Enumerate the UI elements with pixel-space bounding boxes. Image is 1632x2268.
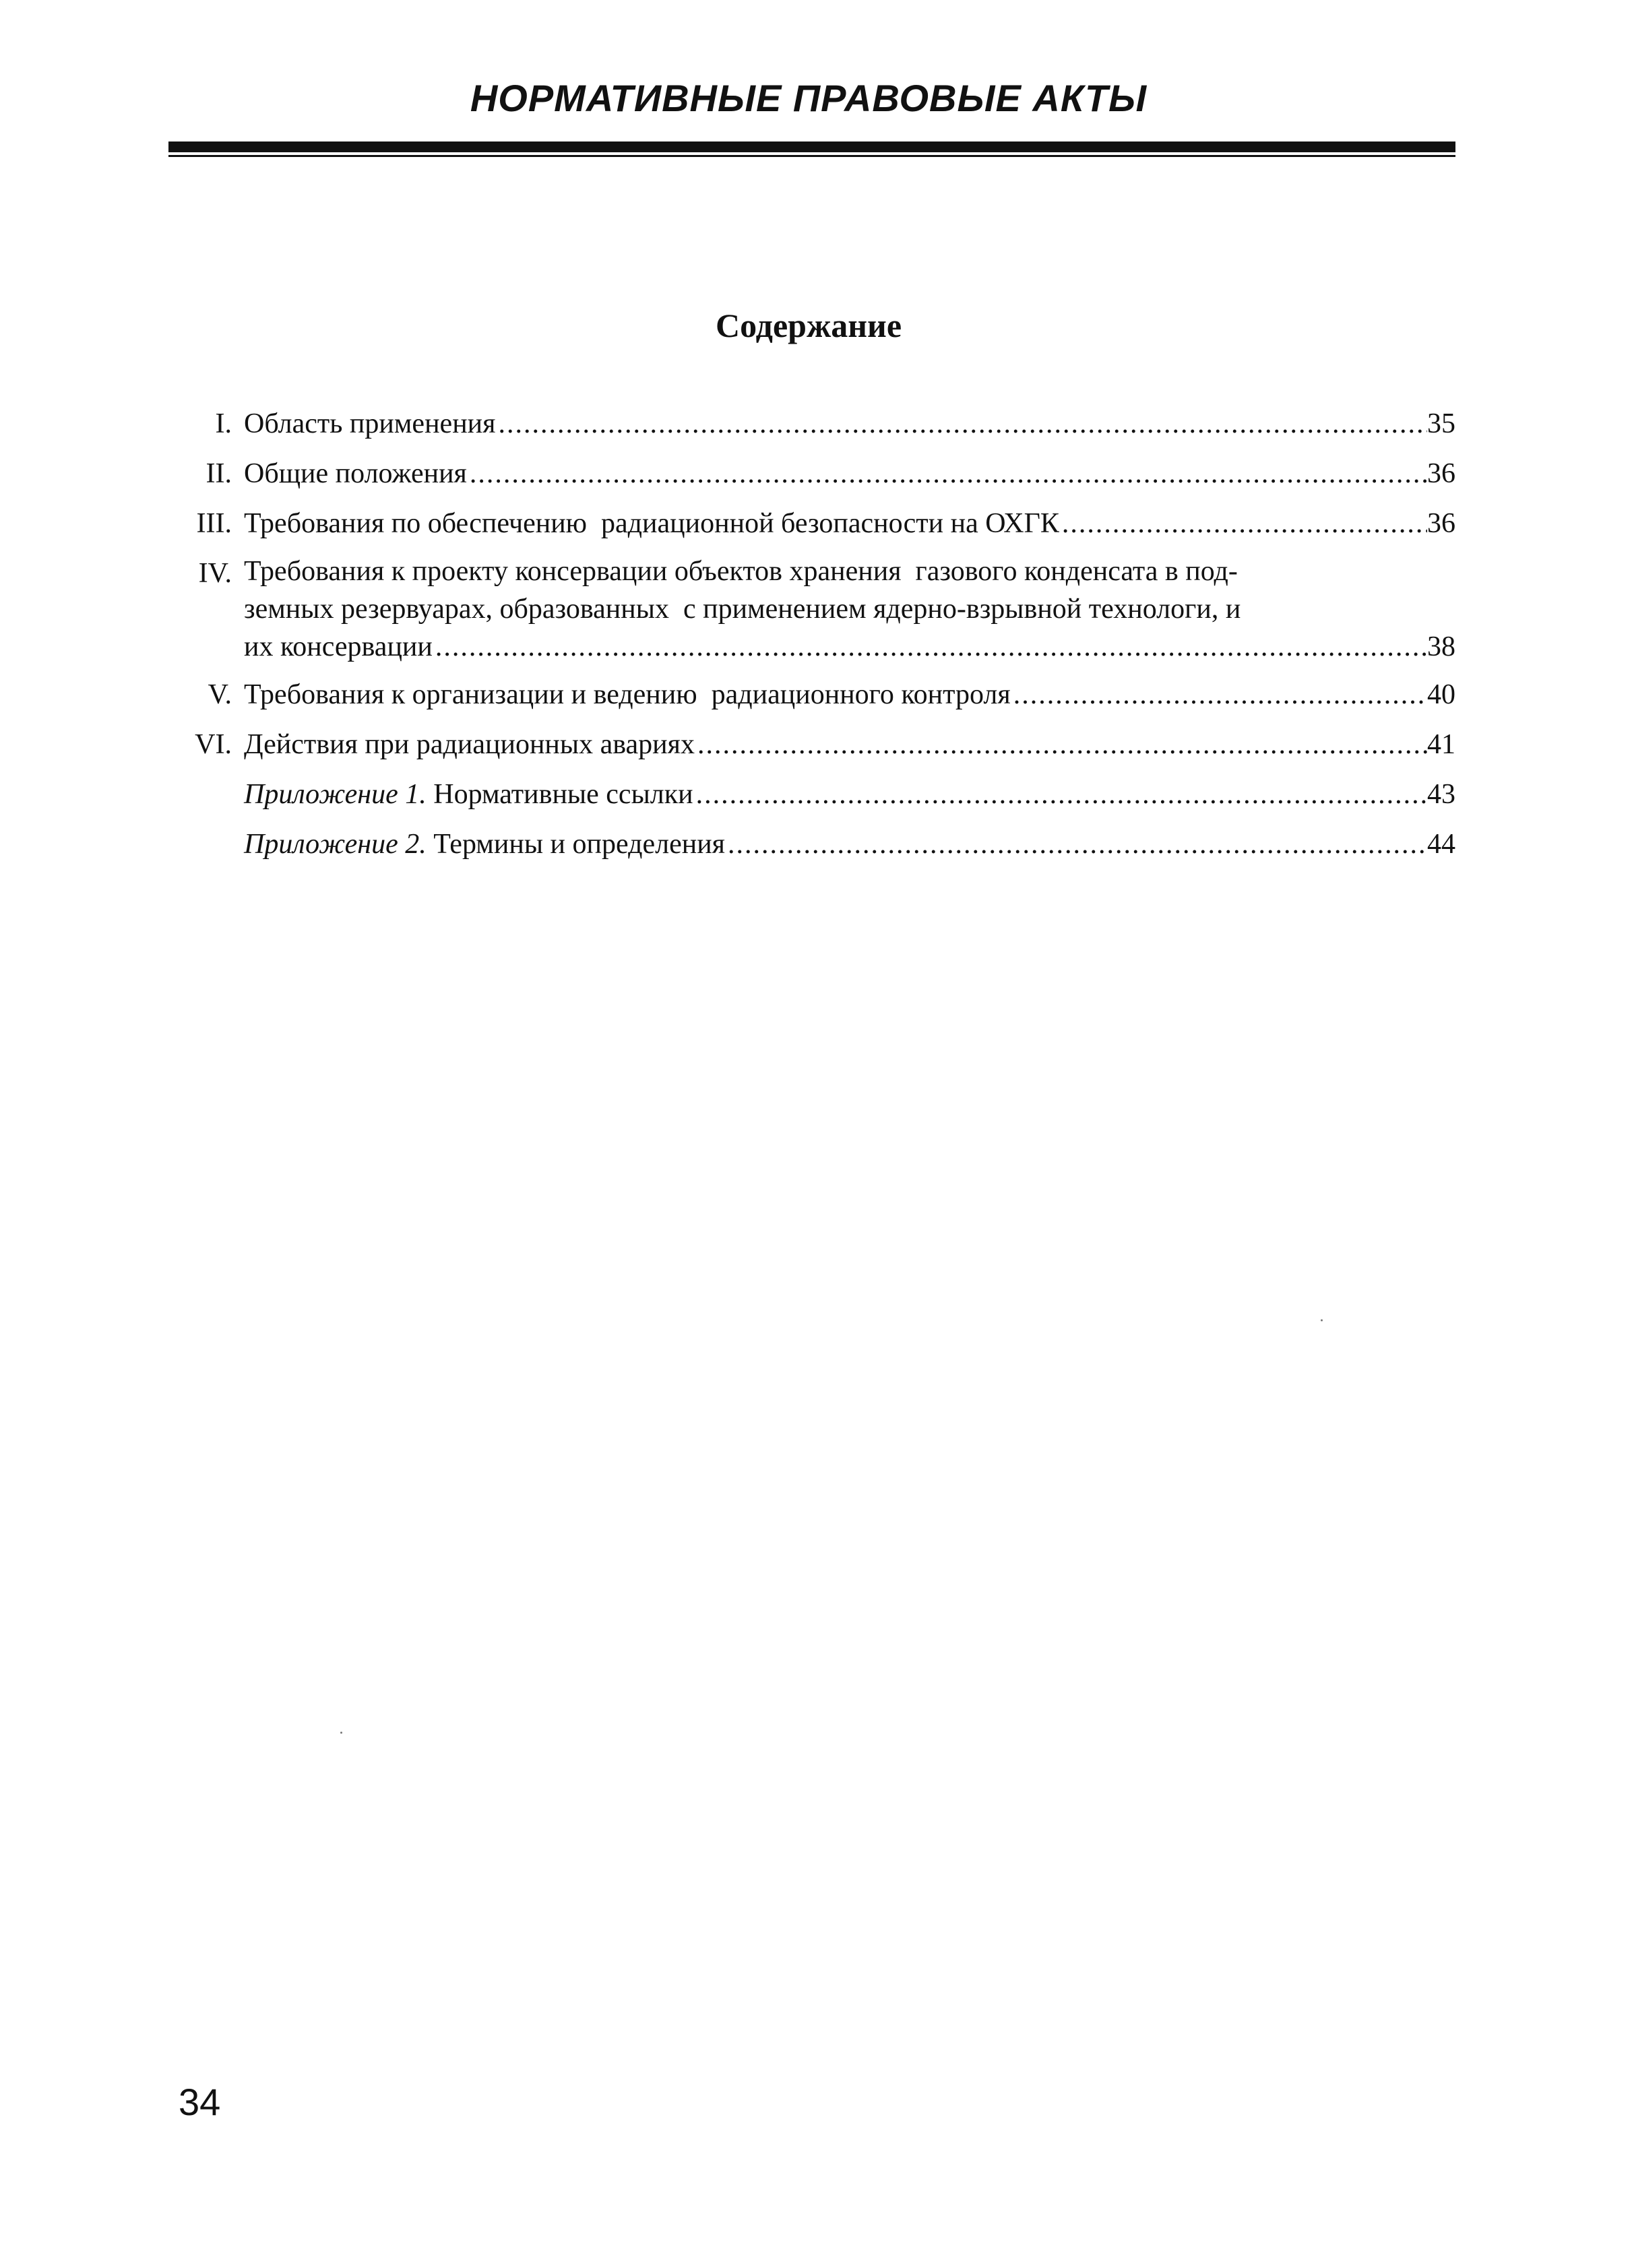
toc-entry-body [244,453,1455,495]
toc-leader-dots [725,823,1427,865]
toc-entry-title: Действия при радиационных авариях [244,729,695,760]
toc-entry-title: их консервации [244,631,433,662]
toc-entry-line [244,403,1455,445]
header-rule-thin [168,155,1455,157]
toc-entry-body [244,503,1455,544]
toc-appendix-entry [175,774,1455,815]
scan-speck [340,1732,342,1734]
toc-appendix-text [244,823,725,865]
toc-entry-body [244,403,1455,445]
toc-entry-page: 36 [1427,508,1455,539]
toc-entry-line [244,724,1455,765]
toc-leader-dots [693,774,1427,815]
toc-leader-dots [467,453,1427,495]
toc-leader-dots [433,628,1427,666]
table-of-contents [175,403,1455,873]
toc-entry-body [244,823,1455,865]
toc-entry-title: Общие положения [244,458,467,489]
toc-appendix-entry [175,823,1455,865]
toc-entry-number: IV. [198,558,232,589]
toc-entry-page: 36 [1427,458,1455,489]
toc-entry-page: 44 [1427,829,1455,860]
toc-entry [175,674,1455,716]
toc-entry-title: Область применения [244,408,496,439]
scan-speck [1321,1319,1323,1321]
page-number: 34 [179,2081,221,2123]
toc-leader-dots [1059,503,1427,544]
toc-entry-line [244,674,1455,716]
toc-entry-page: 40 [1427,679,1455,710]
toc-entry-title: Нормативные ссылки [433,779,693,810]
toc-entry [175,453,1455,495]
toc-entry-number: VI. [195,729,232,760]
toc-entry-title-line: Требования к проекту консервации объектов хранения газового конденсата в под- [244,556,1238,587]
toc-entry-title: Требования к организации и ведению радиационного контроля [244,679,1011,710]
toc-entry-line [244,453,1455,495]
toc-appendix-label: Приложение 1. [244,779,427,810]
toc-entry-number: III. [196,508,232,539]
toc-appendix-text [244,774,693,815]
toc-entry-body [244,724,1455,765]
toc-entry-page: 38 [1427,631,1455,662]
toc-leader-dots [1011,674,1427,716]
toc-appendix-label: Приложение 2. [244,829,427,860]
toc-entry-page: 41 [1427,729,1455,760]
header-rule-thick [168,141,1455,152]
toc-entry-body [244,774,1455,815]
toc-entry [175,553,1455,666]
running-header-title: НОРМАТИВНЫЕ ПРАВОВЫЕ АКТЫ [470,77,1148,119]
toc-entry-title: Требования по обеспечению радиационной безопасности на ОХГК [244,508,1059,539]
toc-entry-line [244,628,1455,666]
toc-entry-number: V. [208,679,232,710]
toc-entry-body [244,553,1455,666]
toc-entry-number: II. [206,458,232,489]
toc-leader-dots [495,403,1427,445]
toc-entry-line [244,774,1455,815]
toc-entry-line [244,503,1455,544]
toc-entry [175,724,1455,765]
toc-entry [175,403,1455,445]
toc-entry-body [244,674,1455,716]
toc-leader-dots [695,724,1427,765]
toc-entry-title: Термины и определения [433,829,725,860]
toc-entry [175,503,1455,544]
toc-entry-line [244,823,1455,865]
toc-entry-title-line: земных резервуарах, образованных с применением ядерно-взрывной технологи, и [244,594,1241,625]
toc-entry-page: 35 [1427,408,1455,439]
toc-entry-page: 43 [1427,779,1455,810]
toc-entry-number: I. [215,408,232,439]
toc-heading: Содержание [715,307,902,344]
